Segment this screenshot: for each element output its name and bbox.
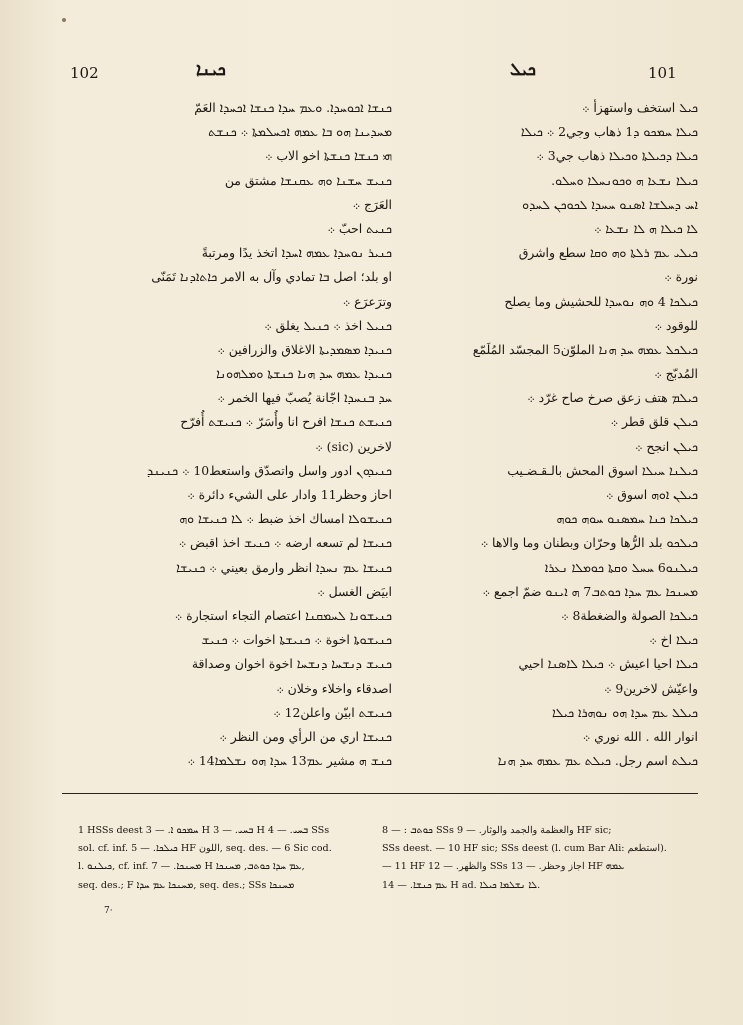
paper-spot — [62, 18, 66, 22]
right-page-number: 101 — [648, 64, 677, 82]
footnote-line: sol. cf. inf. ܟܝܠܟܐ. — 5 HF اللون, seq. des. — 6 Sic cod. — [78, 843, 332, 855]
dictionary-line: واعيّش لاخرين9 ܀ — [603, 680, 698, 696]
dictionary-line: ܟܝܠܐ احيا اعيش ܀ ܟܝܠܐ ܠܐܣܢܐ احيي — [518, 656, 698, 672]
dictionary-line: ܟܢܝܫܐ ܥܡ ܢܚܕܐ انظر وارمق بعيني ܀ ܟܢܝܫܐ — [176, 559, 392, 575]
footnote-rule — [62, 793, 698, 794]
dictionary-line: ܟܢܫ ܗ مشير ܥܡ13 ܚܕܐ ܗܘ ܢܫܠܡܐ14 ܀ — [187, 753, 392, 769]
dictionary-line: ܟܝܠܢܘ6 ܚܚܠ ܘܩܬܐ ܟܘܡܠܐ ܢܥܪܐ — [544, 559, 698, 575]
right-column — [376, 96, 698, 773]
dictionary-line: ܟܢܝܫܘܢܐ ܠܚܡܩܢܐ اعتصام التجاء استجارة ܀ — [174, 607, 392, 623]
dictionary-line: ܟܝܠܐ ܕܟܝܠܬܐ ܘܟܝܠܐ ذهاب جي3 ܀ — [536, 148, 698, 164]
dictionary-line: او بلد؛ اصل ܒܐ تمادي وآل به الامر ܟܐܬܐܕܢܐ تَمَنّى — [151, 269, 392, 285]
dictionary-line: ܗܝ ܟܢܫܐ ܟܢܫܬܐ اخو الاب ܀ — [264, 148, 392, 164]
dictionary-line: ܟܝܠܠ ܥܡ ܚܕܐ ܗܘ ܢܘܗܪܐ ܟܝܠܐ — [552, 704, 698, 720]
dictionary-line: ܟܢܝܕܐ ܥܡܗ ܚܕ ܗܢܐ ܟܢܫܬܐ ܘܡܠܗܘܢܐ — [216, 366, 392, 382]
dictionary-line: لاخرين (sic) ܀ — [315, 438, 392, 454]
left-page-number: 102 — [70, 64, 99, 82]
dictionary-line: ܟܝܠܝ ܥܡ ܪܠܬܐ ܘܗ ܘܩܐ سطع واشرق — [518, 245, 698, 261]
dictionary-line: ܟܝܠܟܘ بلد الرُّها وحرّان وبطنان وما والاها ܀ — [480, 535, 698, 551]
dictionary-line: المُدبّج ܀ — [654, 366, 698, 382]
dictionary-line: ܟܝܠܡ هتف زعق صرخ صاح غرّد ܀ — [527, 390, 698, 406]
dictionary-line: للوقود ܀ — [654, 317, 698, 333]
dictionary-line: نورة ܀ — [664, 269, 698, 285]
dictionary-line: ܚܕ ܒܢܚܕܐ اجّانة يُصبّ فيها الخمر ܀ — [217, 390, 392, 406]
footnote-line: SSs deest. — 10 HF sic; SSs deest (l. cum Bar Ali: استطعم). — [382, 843, 667, 855]
left-footnotes — [78, 822, 368, 895]
dictionary-line: ܡܚܢܟܐ ܥܡ ܚܕܐ ܟܘܬܒ7 ܗ ܐܝܢܘ ضمّ اجمع ܀ — [482, 583, 698, 599]
dictionary-line: ܟܢܝܬ احبّ ܀ — [327, 220, 392, 236]
dictionary-line: ܟܝܠܟܐ ܟܢܐ ܚܡܣܢܘ ܚܘܗ ܟܘܗ — [556, 511, 698, 527]
footnote-line: seq. des.; F ܡܚܢܟܐ ܥܡ ܚܕܐ, seq. des.; SSs ܡܚܢܟܐ — [78, 879, 295, 891]
dictionary-line: اصدقاء واخلاء وخلان ܀ — [276, 680, 392, 696]
dictionary-line: ܟܝܠܐ ܢܫܥܐ ܗ ܘܟܘܢܚܠܐ ܘܚܠܘ. — [551, 172, 698, 188]
footnote-line: ܥܡ ܟܢܫܐ. — 14 H ad. ܠܐ ܢܫܠܡܐ ܟܝܠܐ. — [382, 879, 541, 891]
dictionary-line: ابيَض الغسل ܀ — [317, 583, 392, 599]
dictionary-line: ܟܢܝܫܐ اري من الرأي ومن النظر ܀ — [219, 728, 392, 744]
dictionary-line: ܟܢܝܫܘܬܐ اخوة ܀ ܟܢܝܫܬܐ اخوات ܀ ܟܢܝܫ — [201, 632, 392, 648]
dictionary-line: ܟܝܠܟܠ ܥܡܗ ܚܕ ܗܢܐ الملوّن5 المجسّد المُلَمّع — [472, 341, 698, 357]
footnote-line: — 11 HF والظهر. — 12 SSs اجاز وحظر. — 13 HF ܥܡܗ — [382, 861, 625, 873]
dictionary-line: ܟܝܠܐ اخ ܀ — [649, 632, 698, 648]
dictionary-line: ܟܢܝܪ ܢܘܚܕܐ ܥܡܗ ܐܚܕܐ اتخذ يدًا ومرتبةً — [201, 245, 392, 261]
dictionary-line: ܟܢܝܫܐ لم تسعه ارضه ܀ ܟܢܝܫ اخذ اقبض ܀ — [178, 535, 392, 551]
right-running-title: ܟܝܠ — [510, 60, 536, 80]
dictionary-line: ܟܝܠܬ اسم رجل. ܟܝܠܬ ܥܡ ܥܡܗ ܚܕ ܗܢܐ — [497, 753, 698, 769]
dictionary-line: ܠܐ ܟܝܠܐ ܗ ܠܐ ܢܫܥܐ ܀ — [593, 220, 698, 236]
dictionary-line: ܟܢܝܕܘܢ ادور واسل واتصدّق واستعط10 ܀ ܟܢܝܢܕ — [146, 462, 392, 478]
dictionary-line: ܟܝܠܢܐ ܚܝܠܐ اسوق المحش بالـقـضـيب — [507, 462, 698, 478]
dictionary-line: ܟܢܝܕܐ ܡܣܡܕܝܬܐ الاغلاق والزرافين ܀ — [217, 341, 392, 357]
left-column — [62, 96, 392, 773]
dictionary-line: ܟܢܝܫܬ ابيّن واعلن12 ܀ — [273, 704, 392, 720]
dictionary-line: ܟܢܝܠ اخذ ܀ ܟܢܝܠ يغلق ܀ — [264, 317, 392, 333]
dictionary-line: احاز وحظر11 وادار على الشيء دائرة ܀ — [187, 487, 392, 502]
footnote-line: ܟܘܬܒ : — 8 SSs والعظمة والجمد والوثار. — 9 HF sic; — [382, 825, 612, 836]
dictionary-line: ܐܚ ܕܚܠܫܐ ܐܣܢܘ ܚܚܕܐ ܠܟܘܟܢ ܠܚܕܘ — [522, 196, 698, 212]
dictionary-line: ܟܝܠܐ ܚܡܟܘ ܕ1 ذهاب وجي2 ܀ ܟܝܠܐ — [520, 124, 698, 140]
dictionary-line: ܟܝܠܢ قلق قطر ܀ — [610, 414, 698, 430]
dictionary-line: ܟܝܠ استخف واستهزأ ܀ — [581, 100, 698, 115]
dictionary-line: ܟܢܝܫ ܕܢܫܚܐ ܕܢܫܚܐ اخوة اخوان وصداقة — [191, 656, 392, 672]
dictionary-line: ܟܝܠܢ انجح ܀ — [634, 438, 698, 454]
dictionary-line: ܟܢܫܐ ܐܟܘܚܕܐ. ܘܥܡ ܚܕܐ ܟܢܫܐ ܐܟܚܕܐ العَمّ — [194, 100, 392, 115]
dictionary-line: ܟܝܠܟܐ 4 ܘܗ ܢܘܚܕܐ للحشيش وما يصلح — [504, 293, 698, 309]
signature-mark: 7· — [104, 906, 113, 916]
footnote-line: 1 HSSs deest ܚܡܟܘ ܐ. — 3 H ܒܚܝ. — 3 H ܒܚܝ. — 4 SSs — [78, 825, 330, 836]
dictionary-line: ܟܢܝܫ ܚܫܢܐ ܘܗ ܥܩܢܫܐ مشتق من — [224, 172, 392, 188]
dictionary-line: وترَعرَع ܀ — [342, 293, 392, 309]
footnote-line: l. ܟܝܠܢܘ, cf. inf. ܡܚܢܟܐ. — 7 H ܥܡ ܚܕܐ ܟܘܬܒ, ܡܚܢܟܐ, — [78, 861, 305, 873]
dictionary-line: ܟܢܝܫܘܠܐ امساك اخذ ضبط ܀ ܠܐ ܟܢܝܫܐ ܘܗ — [179, 511, 392, 527]
right-footnotes — [382, 822, 698, 895]
dictionary-line: العَرَج ܀ — [352, 196, 392, 212]
dictionary-line: ܡܚܕܝܢܐ ܗܘ ܒܐ ܥܡܗ ܐܟܚܠܡܬܐ ܀ ܟܢܫܬ — [208, 124, 392, 140]
left-running-title: ܟܝܢܐ — [196, 60, 226, 80]
dictionary-line: ܟܢܝܫܬ ܟܢܫܐ افرح انا وأُسَرّ ܀ ܟܢܝܫܬ أُفرّح — [180, 414, 392, 430]
dictionary-line: ܟܝܠܢ ܐܘܗ اسوق ܀ — [605, 487, 698, 502]
dictionary-line: انوار الله . الله نوري ܀ — [582, 728, 698, 744]
dictionary-line: ܟܝܠܟܐ الصولة والضغطة8 ܀ — [561, 607, 698, 623]
